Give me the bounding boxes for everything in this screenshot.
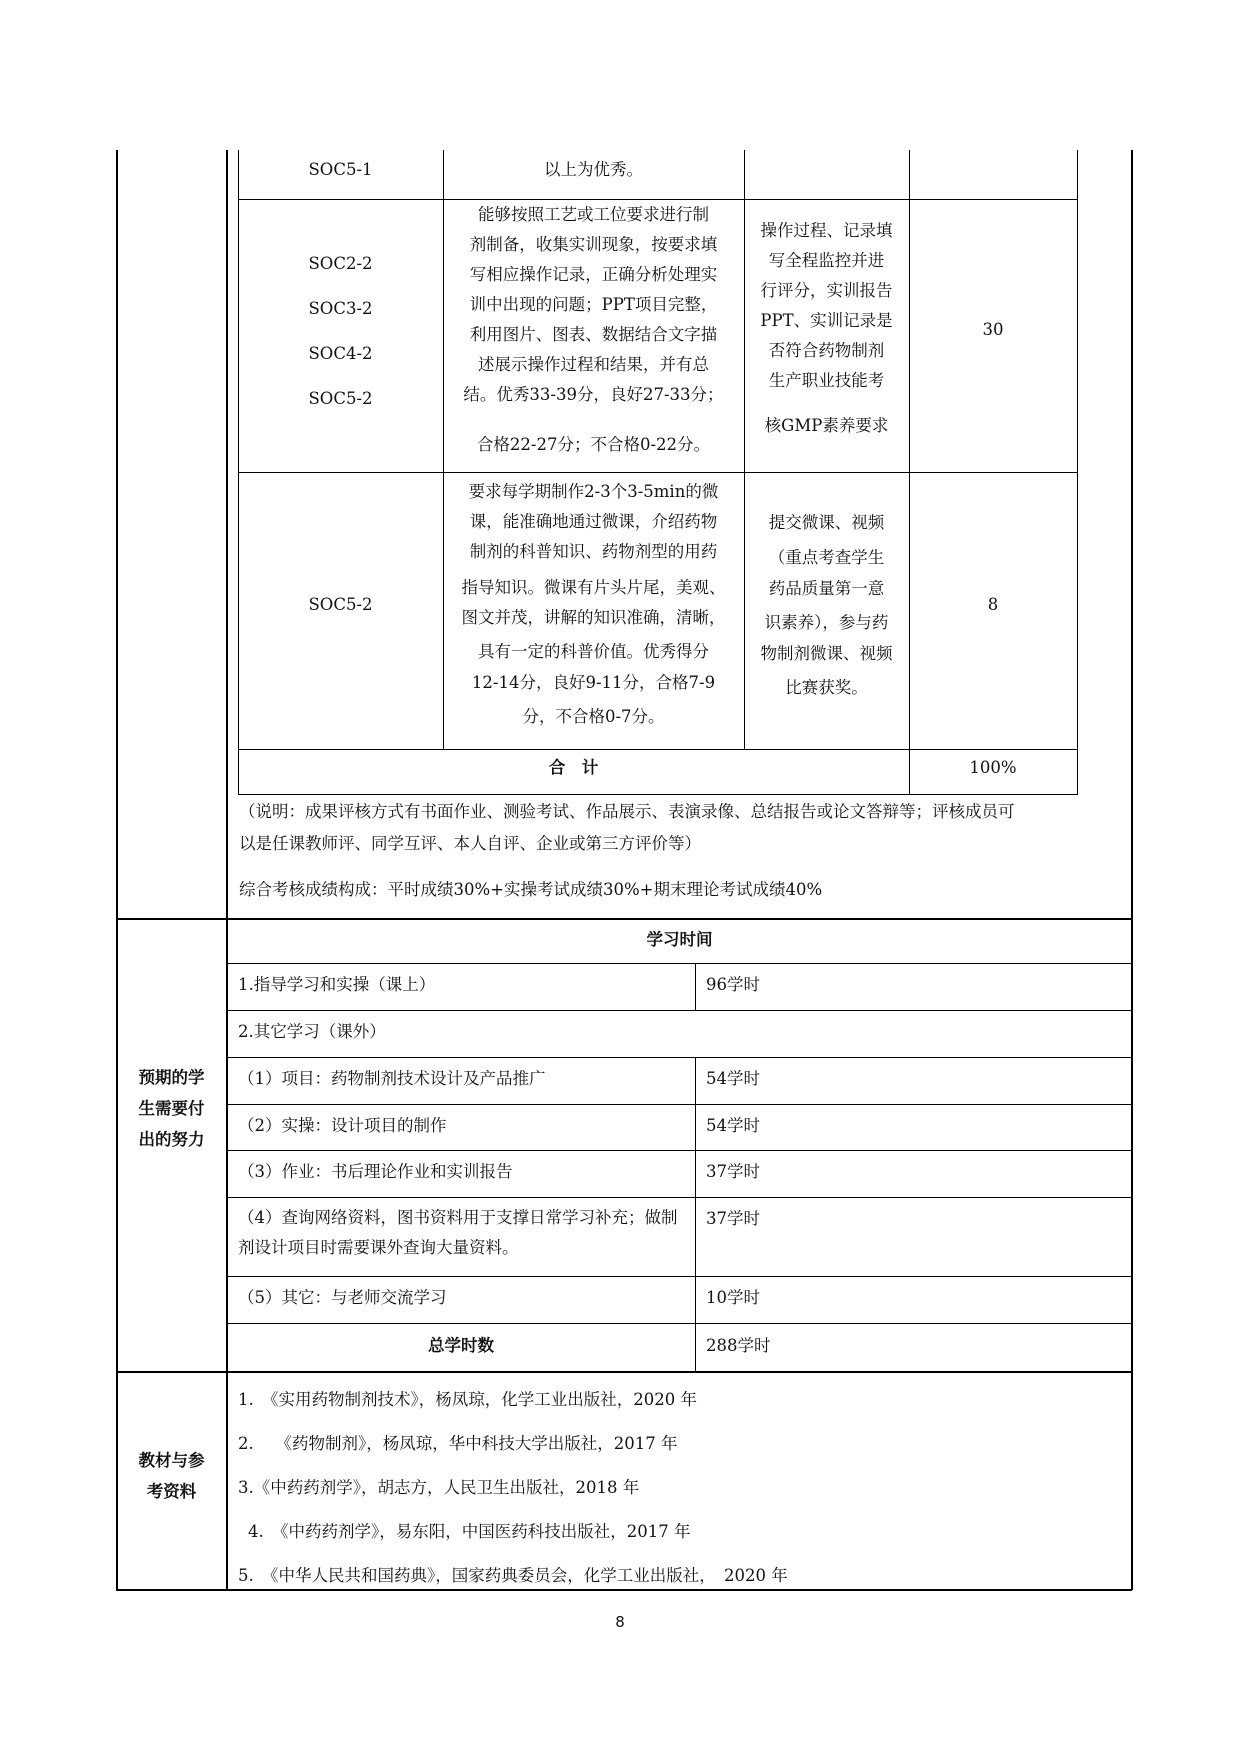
method-text: 识素养），参与药 <box>764 613 889 632</box>
score-value: 30 <box>982 320 1004 339</box>
total-label: 合 计 <box>548 758 599 777</box>
study-time-header: 学习时间 <box>646 930 713 949</box>
reference-item: 3.《中药药剂学》，胡志方，人民卫生出版社，2018 年 <box>238 1478 640 1497</box>
outcome-code: SOC3-2 <box>308 299 373 318</box>
criteria-text: 制剂的科普知识、药物剂型的用药 <box>469 542 718 561</box>
criteria-text: 合格22-27分；不合格0-22分。 <box>476 435 711 454</box>
method-text: 生产职业技能考 <box>768 371 885 390</box>
criteria-text: 剂制备，收集实训现象，按要求填 <box>469 235 718 254</box>
outcome-code: SOC2-2 <box>308 254 373 273</box>
method-text: 操作过程、记录填 <box>760 221 893 240</box>
method-text: PPT、实训记录是 <box>760 311 893 330</box>
criteria-text: 12-14分，良好9-11分，合格7-9 <box>471 673 716 692</box>
effort-hours: 54学时 <box>706 1069 760 1088</box>
method-text: 比赛获奖。 <box>785 678 868 697</box>
effort-hours: 37学时 <box>706 1162 760 1181</box>
section-label-line: 教材与参 <box>138 1451 205 1470</box>
outcome-code: SOC5-1 <box>308 160 373 179</box>
criteria-text: 训中出现的问题；PPT项目完整， <box>469 295 718 314</box>
effort-label: （2）实操：设计项目的制作 <box>238 1116 447 1135</box>
effort-label: （5）其它：与老师交流学习 <box>238 1288 447 1307</box>
effort-hours: 10学时 <box>706 1288 760 1307</box>
method-text: 核GMP素养要求 <box>764 416 889 435</box>
grade-composition: 综合考核成绩构成：平时成绩30%+实操考试成绩30%+期末理论考试成绩40% <box>239 880 823 899</box>
effort-label: （1）项目：药物制剂技术设计及产品推广 <box>238 1069 546 1088</box>
method-text: 行评分，实训报告 <box>760 281 893 300</box>
effort-hours: 96学时 <box>706 975 760 994</box>
criteria-text: 写相应操作记录，正确分析处理实 <box>469 265 718 284</box>
assessment-note: 以是任课教师评、同学互评、本人自评、企业或第三方评价等） <box>239 834 701 853</box>
reference-item: 4. 《中药药剂学》，易东阳，中国医药科技出版社，2017 年 <box>248 1522 691 1541</box>
criteria-text: 利用图片、图表、数据结合文字描 <box>469 325 718 344</box>
total-hours-value: 288学时 <box>706 1336 771 1355</box>
outcome-code: SOC5-2 <box>308 389 373 408</box>
section-label-line: 生需要付 <box>138 1099 205 1118</box>
effort-label: 2.其它学习（课外） <box>238 1022 386 1041</box>
total-value: 100% <box>969 758 1017 777</box>
outcome-code: SOC4-2 <box>308 344 373 363</box>
method-text: （重点考查学生 <box>768 548 885 567</box>
effort-label: 1.指导学习和实操（课上） <box>238 975 436 994</box>
section-label-line: 出的努力 <box>138 1130 205 1149</box>
criteria-text: 能够按照工艺或工位要求进行制 <box>478 205 709 224</box>
criteria-text: 分，不合格0-7分。 <box>522 707 665 726</box>
section-label-line: 考资料 <box>146 1482 197 1501</box>
section-label-line: 预期的学 <box>138 1068 205 1087</box>
reference-item: 1. 《实用药物制剂技术》，杨凤琼，化学工业出版社，2020 年 <box>238 1390 697 1409</box>
method-text: 写全程监控并进 <box>768 251 885 270</box>
criteria-text: 具有一定的科普价值。优秀得分 <box>478 642 709 661</box>
total-hours-label: 总学时数 <box>428 1336 494 1355</box>
method-text: 药品质量第一意 <box>768 579 885 598</box>
score-value: 8 <box>987 595 999 614</box>
criteria-text: 要求每学期制作2-3个3-5min的微 <box>468 482 719 501</box>
criteria-text: 结。优秀33-39分，良好27-33分； <box>463 385 724 404</box>
criteria-text: 指导知识。微课有片头片尾，美观、 <box>461 578 726 597</box>
outcome-code: SOC5-2 <box>308 595 373 614</box>
criteria-text: 课，能准确地通过微课，介绍药物 <box>469 512 718 531</box>
method-text: 提交微课、视频 <box>768 513 885 532</box>
reference-item: 2. 《药物制剂》，杨凤琼，华中科技大学出版社，2017 年 <box>238 1434 678 1453</box>
criteria-text: 以上为优秀。 <box>544 160 643 179</box>
page-number: 8 <box>615 1613 625 1631</box>
reference-item: 5. 《中华人民共和国药典》，国家药典委员会，化学工业出版社， 2020 年 <box>238 1566 788 1585</box>
method-text: 否符合药物制剂 <box>768 341 885 360</box>
effort-hours: 37学时 <box>706 1209 760 1228</box>
effort-label: （3）作业：书后理论作业和实训报告 <box>238 1162 513 1181</box>
effort-hours: 54学时 <box>706 1116 760 1135</box>
effort-label: （4）查询网络资料，图书资料用于支撑日常学习补充；做制剂设计项目时需要课外查询大量资料。 <box>238 1208 678 1257</box>
criteria-text: 述展示操作过程和结果，并有总 <box>478 355 709 374</box>
method-text: 物制剂微课、视频 <box>760 644 893 663</box>
criteria-text: 图文并茂，讲解的知识准确，清晰， <box>461 608 726 627</box>
assessment-note: （说明：成果评核方式有书面作业、测验考试、作品展示、表演录像、总结报告或论文答辩等；评核成员可 <box>239 802 1015 821</box>
